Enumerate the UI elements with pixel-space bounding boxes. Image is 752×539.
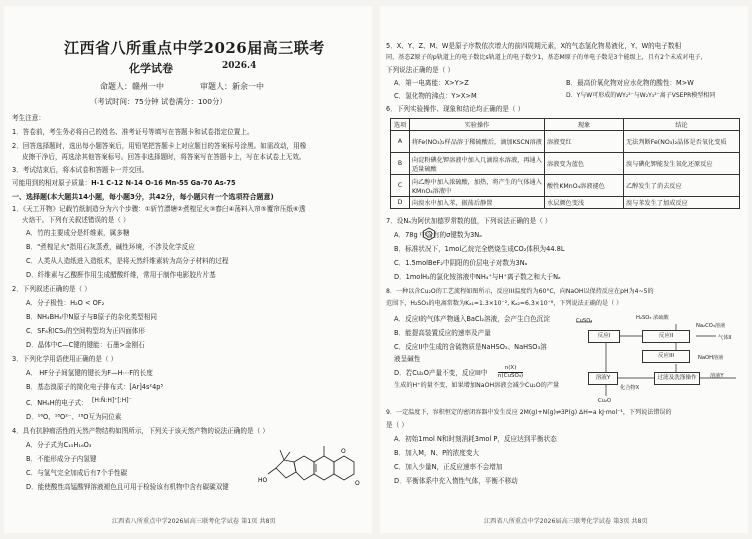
q5-stem-1: 5．X、Y、Z、M、W是原子序数依次增大的前四周期元素，X的气态氢化物易液化，Y、W的电子数相 bbox=[386, 42, 682, 50]
q6-c-label: C bbox=[391, 175, 410, 197]
q6-c-conclusion: 乙醇发生了消去反应 bbox=[624, 175, 740, 197]
proposer: 赣州一中 bbox=[132, 82, 164, 91]
q8-flow-box-1: 反应I bbox=[588, 330, 620, 343]
six-ring-1 bbox=[294, 456, 314, 480]
q8-flow-label-cuso4: CuSO₄ bbox=[576, 318, 593, 324]
reviewer-label: 审题人： bbox=[200, 82, 232, 91]
q3-option-c: C．NH₄H的电子式： bbox=[26, 399, 88, 407]
five-ring bbox=[276, 460, 296, 478]
q6-d-operation: 向溴水中加入苯，振荡后静置 bbox=[410, 197, 545, 209]
q5-option-a: A．第一电离能：X>Y>Z bbox=[394, 79, 469, 87]
q6-header-option: 选项 bbox=[391, 119, 410, 131]
structure-label-o1: O bbox=[341, 448, 346, 455]
q8-ratio bbox=[498, 365, 523, 380]
q7-option-d: D．1molH₂的氯化铵溶液中NH₄⁺与H⁺离子数之和大于Nₐ bbox=[394, 273, 561, 281]
q1-option-a: A．竹的主要成分是纤维素，属多糖 bbox=[26, 229, 130, 237]
q6-b-phenomenon: 溶液变为蓝色 bbox=[545, 153, 624, 175]
lactone-ring bbox=[334, 456, 354, 480]
q2-option-d: D．晶体中C—C键的键能：石墨>金刚石 bbox=[26, 341, 145, 349]
q7-stem: 7．设Nₐ为阿伏加德罗常数的值，下列说法正确的是（ ） bbox=[386, 217, 552, 225]
q1-stem-1: 1．《天工开物》记载竹纸制造分为六个步骤：①斩竹漂塘②煮楻足火③舂臼④荡料入帘⑤覆帘压纸⑥透 bbox=[12, 205, 306, 213]
atomic-mass-label: 可能用到的相对原子质量： bbox=[12, 179, 92, 187]
q7-option-c: C．1.5molBeF₂中阴阳的价层电子对数为3Nₐ bbox=[394, 259, 528, 267]
q6-table bbox=[390, 118, 740, 209]
q8-flow-label-top: H₂SO₃ 浓硫酸 bbox=[636, 315, 669, 321]
q9-stem-1: 9．一定温度下，容积恒定的密闭容器中发生反应 2M(g)+N(g)⇌3P(g) ΔH=a kJ·mol⁻¹，下列说法错误的 bbox=[386, 409, 672, 416]
section-1-heading: 一、选择题(本大题共14小题，每小题3分，共42分，每小题只有一个选项符合题意) bbox=[12, 193, 274, 201]
q2-stem: 2．下列叙述正确的是（ ） bbox=[12, 285, 91, 293]
q8-flow-label-naoh: NaOH溶液 bbox=[698, 355, 724, 361]
q5-option-d: D．Y与W可形成的WY₂²⁻与W₂Y₃²⁻离子VSEPR模型相同 bbox=[566, 92, 716, 99]
q6-a-phenomenon: 溶液变红 bbox=[545, 131, 624, 153]
q3-stem: 3．下列化学用语使用正确的是（ ） bbox=[12, 355, 118, 363]
q2-option-a: A．分子极性：H₂O < OF₂ bbox=[26, 299, 105, 307]
q8-option-d: D．若Cu₂O产量不变，反应III中 bbox=[394, 369, 488, 377]
q6-header-operation: 实验操作 bbox=[410, 119, 545, 131]
notice-3: 3．考试结束后，将本试卷和答题卡一并交回。 bbox=[12, 166, 149, 174]
right-footer: 江西省八所重点中学2026届高三联考化学试卷 第3页 共8页 bbox=[484, 518, 648, 525]
q6-a-label: A bbox=[391, 131, 410, 153]
q5-stem-3: 下列说法正确的是（ ） bbox=[386, 66, 455, 74]
notice-1: 1．答卷前，考生务必将自己的姓名、准考证号等填写在答题卡和试卷指定位置上。 bbox=[12, 128, 254, 136]
structure-label-ho: HO bbox=[258, 477, 268, 484]
q3-option-a: A． HF分子间氢键的键长为F—H⋯F的长度 bbox=[26, 369, 153, 377]
q7-option-b: B．标准状况下，1mol乙烷完全燃烧生成CO₂体积为44.8L bbox=[394, 245, 565, 253]
q5-option-b: B．最高价氧化物对应水化物的酸性：M>W bbox=[566, 79, 694, 87]
q9-option-d: D．平衡体系中充入惰性气体，平衡不移动 bbox=[394, 477, 518, 485]
q4-option-a: A．分子式为C₁₅H₁₆O₃ bbox=[26, 441, 92, 449]
q6-a-operation: 将Fe(NO₃)₂样品溶于稀硫酸后，滴加KSCN溶液 bbox=[410, 131, 545, 153]
atomic-mass-line bbox=[12, 179, 236, 187]
q9-option-c: C．加入少量N，正反应速率不会增加 bbox=[394, 463, 503, 471]
benzene-icon bbox=[422, 227, 436, 241]
q8-ratio-numerator: n(X) bbox=[504, 365, 517, 371]
q9-option-a: A．初始1mol N和时刻消耗3mol P，反应达到平衡状态 bbox=[394, 435, 557, 443]
left-footer: 江西省八所重点中学2026届高三联考化学试卷 第1页 共8页 bbox=[112, 518, 276, 525]
q4-option-b: B．不能形成分子内氢键 bbox=[26, 455, 97, 463]
reviewer: 新余一中 bbox=[232, 82, 264, 91]
q8-flow-label-gas: 气体II bbox=[718, 335, 732, 341]
q8-option-c: C．反应II中生成的含硫物质是NaHSO₃、NaHSO₃溶 bbox=[394, 343, 547, 351]
q2-option-b: B．NH₄BH₄中N原子与B原子的杂化类型相同 bbox=[26, 313, 157, 321]
q6-row-b bbox=[391, 153, 740, 175]
q8-stem-2: 范围下，H₂SO₃的电离常数为Kₐ₁=1.3×10⁻², Kₐ₂=6.3×10⁻⁸，下列说法正确的是（ ） bbox=[386, 300, 623, 307]
q8-option-d-cont: 生成的H⁺的量不变，如果增加NaOH溶液会减少Cu₂O的产量 bbox=[394, 382, 560, 389]
q6-b-conclusion: 溴与碘化钾能发生氧化还原反应 bbox=[624, 153, 740, 175]
six-ring-2 bbox=[314, 456, 334, 480]
proposer-label: 命题人： bbox=[100, 82, 132, 91]
proposer-line bbox=[100, 81, 164, 92]
left-page bbox=[4, 6, 372, 533]
q8-flow-box-5: 溶液Y bbox=[588, 372, 618, 385]
atomic-mass-values: H-1 C-12 N-14 O-16 Mn-55 Ga-70 As-75 bbox=[91, 179, 236, 187]
notice-title: 考生注意： bbox=[12, 114, 45, 122]
q6-c-phenomenon: 酸性KMnO₄溶液褪色 bbox=[545, 175, 624, 197]
q6-a-conclusion: 无法判断Fe(NO₃)₂晶体是否氧化变质 bbox=[624, 131, 740, 153]
q6-b-label: B bbox=[391, 153, 410, 175]
q4-molecule-structure bbox=[254, 438, 366, 488]
structure-label-o2: O bbox=[355, 480, 360, 487]
q4-option-d: D．能使酸性高锰酸钾溶液褪色且可用于检验该有机物中含有碳碳双键 bbox=[26, 483, 229, 491]
exam-title: 江西省八所重点中学2026届高三联考 bbox=[64, 39, 325, 57]
q1-option-c: C．人类从人造纸进入造纸术，是将天然纤维素转为高分子材料的过程 bbox=[26, 257, 229, 265]
exam-date: 2026.4 bbox=[222, 61, 257, 71]
q4-option-c: C．与氢气完全加成后有7个手性碳 bbox=[26, 469, 128, 477]
q6-b-operation: 向淀粉碘化钾溶液中加入几滴溴水溶液，再通入适量硫酸 bbox=[410, 153, 545, 175]
q6-header-phenomenon: 现象 bbox=[545, 119, 624, 131]
q1-option-b: B．"煮楻足火"指用石灰蒸煮，碱性环境，不涉及化学反应 bbox=[26, 243, 195, 251]
q8-flow-label-out: 溶液Y bbox=[710, 373, 724, 379]
q8-option-c-cont: 液呈碱性 bbox=[394, 355, 421, 363]
q5-stem-2: 同，基态Z原子的p轨道上的电子数比s轨道上的电子数少1，基态M原子的单电子数是3个能级上，且有2个未成对电子， bbox=[386, 54, 707, 61]
methyl-1 bbox=[280, 450, 284, 460]
q6-row-a bbox=[391, 131, 740, 153]
q7-option-a: A．78g 中含有的σ键数为3Nₐ bbox=[394, 231, 482, 239]
q3-electron-formula: [H:N̈:H]⁺[:H]⁻ bbox=[92, 397, 132, 404]
q6-header-conclusion: 结论 bbox=[624, 119, 740, 131]
q6-c-operation: 向乙醇中加入浓硫酸，加热，将产生的气体通入KMnO₄溶液中 bbox=[410, 175, 545, 197]
exam-time-score: （考试时间：75分钟 试卷满分：100分） bbox=[90, 97, 227, 106]
q8-stem-1: 8．一种以含Cu₂O的工艺流程如图所示，反应III温度约为60°C，向NaOH以保持反应在pH为4~5的 bbox=[386, 288, 654, 295]
q3-option-b: B．基态溴原子的简化电子排布式：[Ar]4s²4p⁵ bbox=[26, 383, 164, 391]
q3-option-d: D．¹⁶O、¹⁸O²⁻、¹⁸O互为同位素 bbox=[26, 413, 122, 421]
q6-stem: 6．下列实验操作、现象和结论均正确的是（ ） bbox=[386, 105, 525, 113]
q6-d-label: D bbox=[391, 197, 410, 209]
notice-2-cont: 皮擦干净后，再选涂其他答案标号。回答非选择题时，将答案写在答题卡上，写在本试卷上无效。 bbox=[22, 153, 306, 161]
exam-subtitle: 化学试卷 bbox=[129, 62, 173, 75]
q5-option-c: C．氢化物的沸点：Y>X>M bbox=[394, 92, 477, 100]
q9-stem-2: 是（ ） bbox=[386, 421, 408, 429]
methyl-2 bbox=[284, 452, 290, 460]
q8-flow-label-loop: 化合物X bbox=[620, 385, 640, 391]
bond-oh bbox=[268, 468, 276, 474]
notice-2: 2．回答选择题时，选出每小题答案后，用铅笔把答题卡上对应题目的答案标号涂黑。如需改动，用橡 bbox=[12, 142, 307, 150]
q8-flow-label-cu2o: Cu₂O bbox=[598, 398, 612, 404]
q8-flow-box-3: 反应III bbox=[642, 350, 690, 363]
q6-d-conclusion: 溴与苯发生了加成反应 bbox=[624, 197, 740, 209]
reviewer-line bbox=[200, 81, 264, 92]
q6-header-row bbox=[391, 119, 740, 131]
q2-option-c: C．SF₆和CS₂的空间构型均为正四面体形 bbox=[26, 327, 145, 335]
q1-stem-2: 火焙干。下列有关叙述错误的是（ ） bbox=[22, 216, 130, 224]
q8-ratio-denominator: n(CuSO₄) bbox=[498, 373, 524, 379]
q8-option-b: B．能提高装置反应的速率及产量 bbox=[394, 329, 491, 337]
q8-flow-box-2: 反应II bbox=[642, 330, 690, 343]
q9-option-b: B．加入M，N、P的浓度变大 bbox=[394, 449, 480, 457]
right-page bbox=[380, 6, 748, 533]
q8-option-a: A．反应I的气体产物通入BaCl₂溶液，会产生白色沉淀 bbox=[394, 315, 550, 323]
q6-row-c bbox=[391, 175, 740, 197]
q6-row-d bbox=[391, 197, 740, 209]
q8-flow-label-top2: Na₂CO₃溶液 bbox=[696, 323, 726, 329]
q4-stem: 4．具有抗肿瘤活性的天然产物结构如图所示，下列关于该天然产物的说法正确的是（ ） bbox=[12, 427, 269, 435]
q6-d-phenomenon: 水层颜色变浅 bbox=[545, 197, 624, 209]
q8-flow-box-4: 过滤及洗涤操作 bbox=[654, 372, 700, 385]
q1-option-d: D．纤维素与乙酸酐作用生成醋酸纤维，常用于制作电影胶片片基 bbox=[26, 271, 216, 279]
